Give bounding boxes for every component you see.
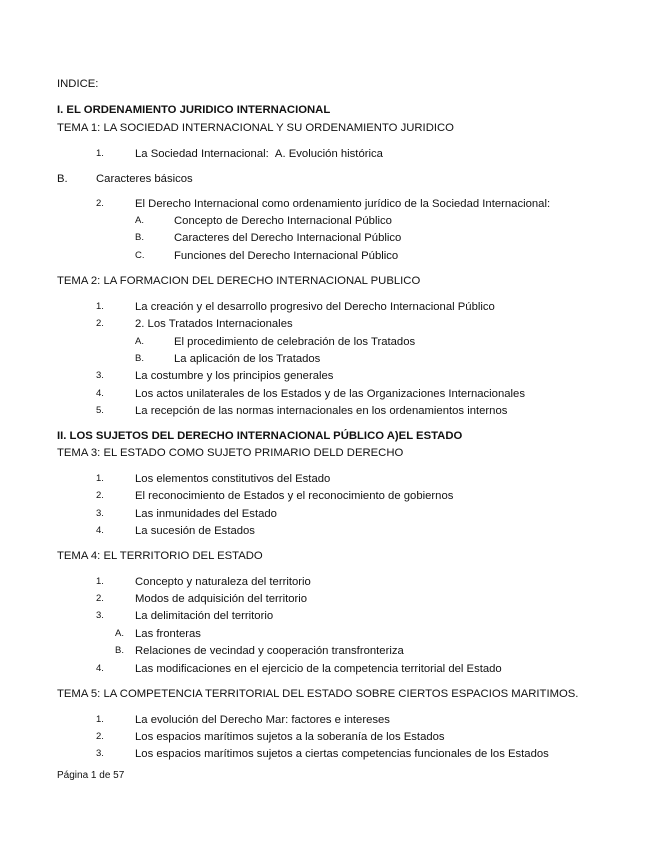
- tema3-item-number: 1.: [96, 473, 104, 484]
- tema5-item-text: Los espacios marítimos sujetos a ciertas competencias funcionales de los Estados: [135, 748, 549, 760]
- tema1-sub-text: Funciones del Derecho Internacional Público: [174, 250, 399, 262]
- tema5-item-number: 1.: [96, 714, 104, 725]
- tema3-item-text: El reconocimiento de Estados y el reconocimiento de gobiernos: [135, 490, 454, 502]
- tema1-item1-text: [135, 147, 383, 161]
- tema2-item-number: 3.: [96, 370, 104, 381]
- tema4-item-number: 4.: [96, 663, 104, 674]
- tema2-item-text: La costumbre y los principios generales: [135, 370, 334, 382]
- tema2-item-text: La creación y el desarrollo progresivo del Derecho Internacional Público: [135, 301, 495, 313]
- tema2-sub-text: La aplicación de los Tratados: [174, 353, 321, 365]
- tema2-item-text: Los actos unilaterales de los Estados y de las Organizaciones Internacionales: [135, 388, 525, 400]
- page-footer: Página 1 de 57: [57, 770, 125, 781]
- tema2-sub-letter: B.: [135, 353, 144, 364]
- tema3-item-text: Las inmunidades del Estado: [135, 508, 277, 520]
- tema2-item-text: La recepción de las normas internacionales en los ordenamientos internos: [135, 405, 508, 417]
- tema4-item-number: 2.: [96, 593, 104, 604]
- tema4-item-text: Concepto y naturaleza del territorio: [135, 576, 311, 588]
- tema2-sub-text: El procedimiento de celebración de los Tratados: [174, 336, 416, 348]
- tema3-item-text: Los elementos constitutivos del Estado: [135, 473, 331, 485]
- tema1-item2-text: El Derecho Internacional como ordenamiento jurídico de la Sociedad Internacional:: [135, 198, 551, 210]
- tema3-item-number: 4.: [96, 525, 104, 536]
- tema3-item-text: La sucesión de Estados: [135, 525, 255, 537]
- tema2-item-text: 2. Los Tratados Internacionales: [135, 318, 293, 330]
- part1-heading: I. EL ORDENAMIENTO JURIDICO INTERNACIONAL: [57, 104, 331, 116]
- tema2-item-number: 4.: [96, 388, 104, 399]
- tema3-title: TEMA 3: EL ESTADO COMO SUJETO PRIMARIO DELD DERECHO: [57, 447, 404, 459]
- tema2-sub-letter: A.: [135, 336, 144, 347]
- tema4-item-text: La delimitación del territorio: [135, 610, 274, 622]
- tema1-sub-text: Caracteres del Derecho Internacional Público: [174, 232, 402, 244]
- tema5-title: TEMA 5: LA COMPETENCIA TERRITORIAL DEL ESTADO SOBRE CIERTOS ESPACIOS MARITIMOS.: [57, 688, 579, 700]
- tema3-item-number: 3.: [96, 508, 104, 519]
- tema1-title: TEMA 1: LA SOCIEDAD INTERNACIONAL Y SU ORDENAMIENTO JURIDICO: [57, 122, 454, 134]
- tema4-sub-text: Relaciones de vecindad y cooperación transfronteriza: [135, 645, 404, 657]
- tema1-sub-letter: B.: [135, 232, 144, 243]
- tema1-sub-letter: A.: [135, 215, 144, 226]
- tema5-item-number: 3.: [96, 748, 104, 759]
- tema1-item1-sub-letter: A.: [274, 148, 286, 160]
- tema2-title: TEMA 2: LA FORMACION DEL DERECHO INTERNACIONAL PUBLICO: [57, 275, 421, 287]
- tema4-item-text: Modos de adquisición del territorio: [135, 593, 308, 605]
- tema1-item1-label: La Sociedad Internacional:: [135, 148, 269, 160]
- tema4-item-number: 1.: [96, 576, 104, 587]
- tema1-item1-number: 1.: [96, 148, 104, 159]
- tema1-sub-text: Concepto de Derecho Internacional Público: [174, 215, 392, 227]
- tema1-itemB-text: Caracteres básicos: [96, 173, 193, 185]
- tema2-item-number: 5.: [96, 405, 104, 416]
- tema4-item-number: 3.: [96, 610, 104, 621]
- tema5-item-text: La evolución del Derecho Mar: factores e intereses: [135, 714, 390, 726]
- tema4-sub-text: Las fronteras: [135, 628, 201, 640]
- part2-heading: II. LOS SUJETOS DEL DERECHO INTERNACIONAL PÚBLICO A)EL ESTADO: [57, 430, 463, 442]
- tema1-sub-letter: C.: [135, 250, 145, 261]
- index-label: INDICE:: [57, 78, 99, 90]
- tema2-item-number: 2.: [96, 318, 104, 329]
- tema2-item-number: 1.: [96, 301, 104, 312]
- tema4-title: TEMA 4: EL TERRITORIO DEL ESTADO: [57, 550, 263, 562]
- tema1-item2-number: 2.: [96, 198, 104, 209]
- tema4-item-text: Las modificaciones en el ejercicio de la competencia territorial del Estado: [135, 663, 502, 675]
- tema1-itemB-letter: B.: [57, 173, 68, 185]
- tema5-item-number: 2.: [96, 731, 104, 742]
- tema3-item-number: 2.: [96, 490, 104, 501]
- tema5-item-text: Los espacios marítimos sujetos a la soberanía de los Estados: [135, 731, 445, 743]
- tema1-item1-sub-text: Evolución histórica: [288, 148, 383, 160]
- tema4-sub-letter: B.: [115, 645, 124, 656]
- tema4-sub-letter: A.: [115, 628, 124, 639]
